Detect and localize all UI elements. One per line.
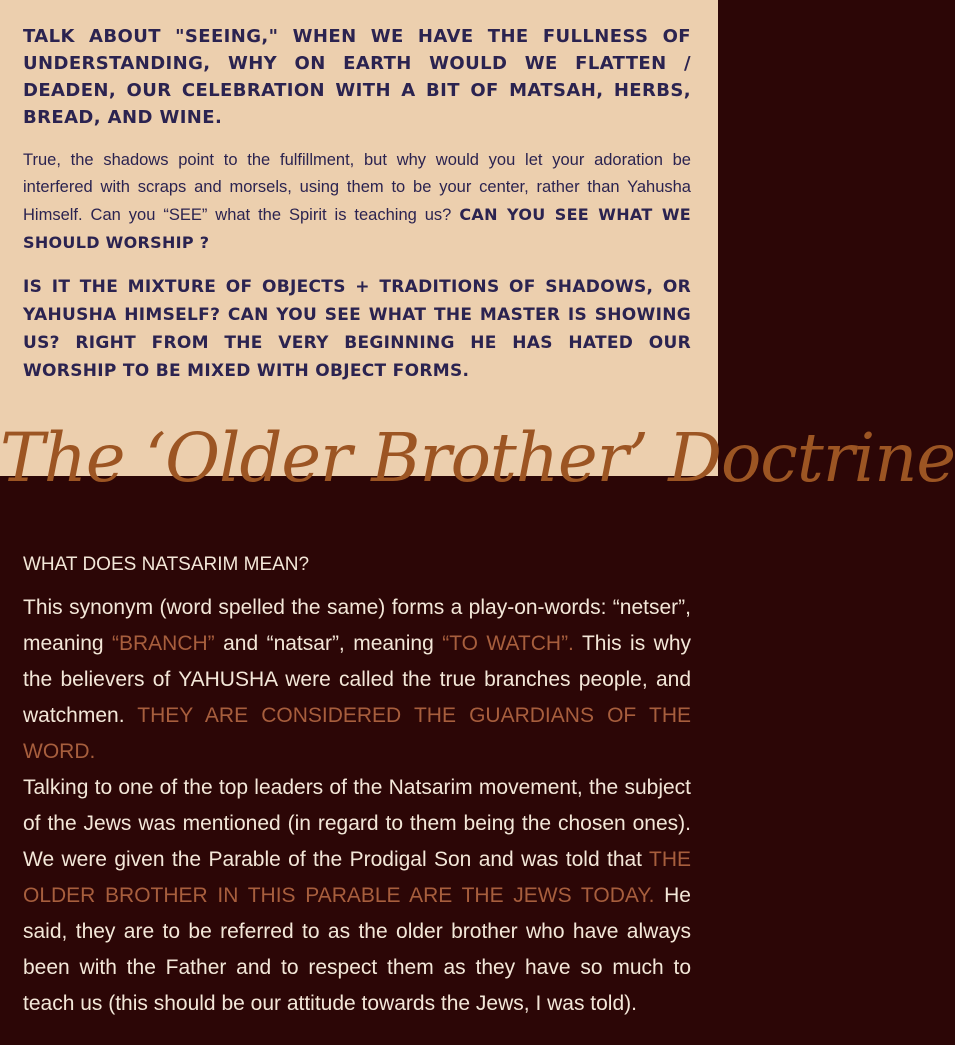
para1-text-3: This is why the believers of YAHUSHA were called the true branches people, and watchmen. (23, 632, 691, 727)
top-paragraph-text: True, the shadows point to the fulfillment, but why would you let your adoration be interfered with scraps and morsels, using them to be your center, rather than Yahusha Himself. Can you “SEE” what the Spirit is teaching us? (23, 151, 691, 224)
para1-text-2: and “natsar”, meaning (214, 632, 443, 655)
para2-highlight-older-brother: THE OLDER BROTHER IN THIS PARABLE ARE THE JEWS TODAY. (23, 848, 691, 907)
older-brother-paragraph (23, 770, 691, 1022)
top-heading: TALK ABOUT "SEEING," WHEN WE HAVE THE FULLNESS OF UNDERSTANDING, WHY ON EARTH WOULD WE FLATTEN / DEADEN, OUR CELEBRATION WITH A BIT OF MATSAH, HERBS, BREAD, AND WINE. (23, 26, 691, 128)
para1-highlight-watch: “TO WATCH”. (442, 632, 574, 655)
top-heading-secondary: IS IT THE MIXTURE OF OBJECTS + TRADITIONS OF SHADOWS, OR YAHUSHA HIMSELF? CAN YOU SEE WHAT THE MASTER IS SHOWING US? RIGHT FROM THE VERY BEGINNING HE HAS HATED OUR WORSHIP TO BE MIXED WITH OBJECT FORMS. (23, 277, 691, 381)
section-heading: WHAT DOES NATSARIM MEAN? (23, 554, 310, 575)
para1-highlight-branch: “BRANCH” (112, 632, 215, 655)
para1-highlight-guardians: THEY ARE CONSIDERED THE GUARDIANS OF THE WORD. (23, 704, 691, 763)
doctrine-title: The ‘Older Brother’ Doctrine (0, 419, 955, 497)
natsarim-paragraph (23, 590, 691, 770)
para1-text-1: This synonym (word spelled the same) forms a play-on-words: “netser”, meaning (23, 596, 691, 655)
top-paragraph (23, 147, 691, 257)
top-paragraph-question: CAN YOU SEE WHAT WE SHOULD WORSHIP ? (23, 205, 691, 252)
para2-text-1: Talking to one of the top leaders of the Natsarim movement, the subject of the Jews was mentioned (in regard to them being the chosen ones). We were given the Parable of the Prodigal Son and was told that (23, 776, 691, 871)
para2-text-2: He said, they are to be referred to as the older brother who have always been with the Father and to respect them as they have so much to teach us (this should be our attitude towards the Jews, I was told). (23, 884, 691, 1015)
